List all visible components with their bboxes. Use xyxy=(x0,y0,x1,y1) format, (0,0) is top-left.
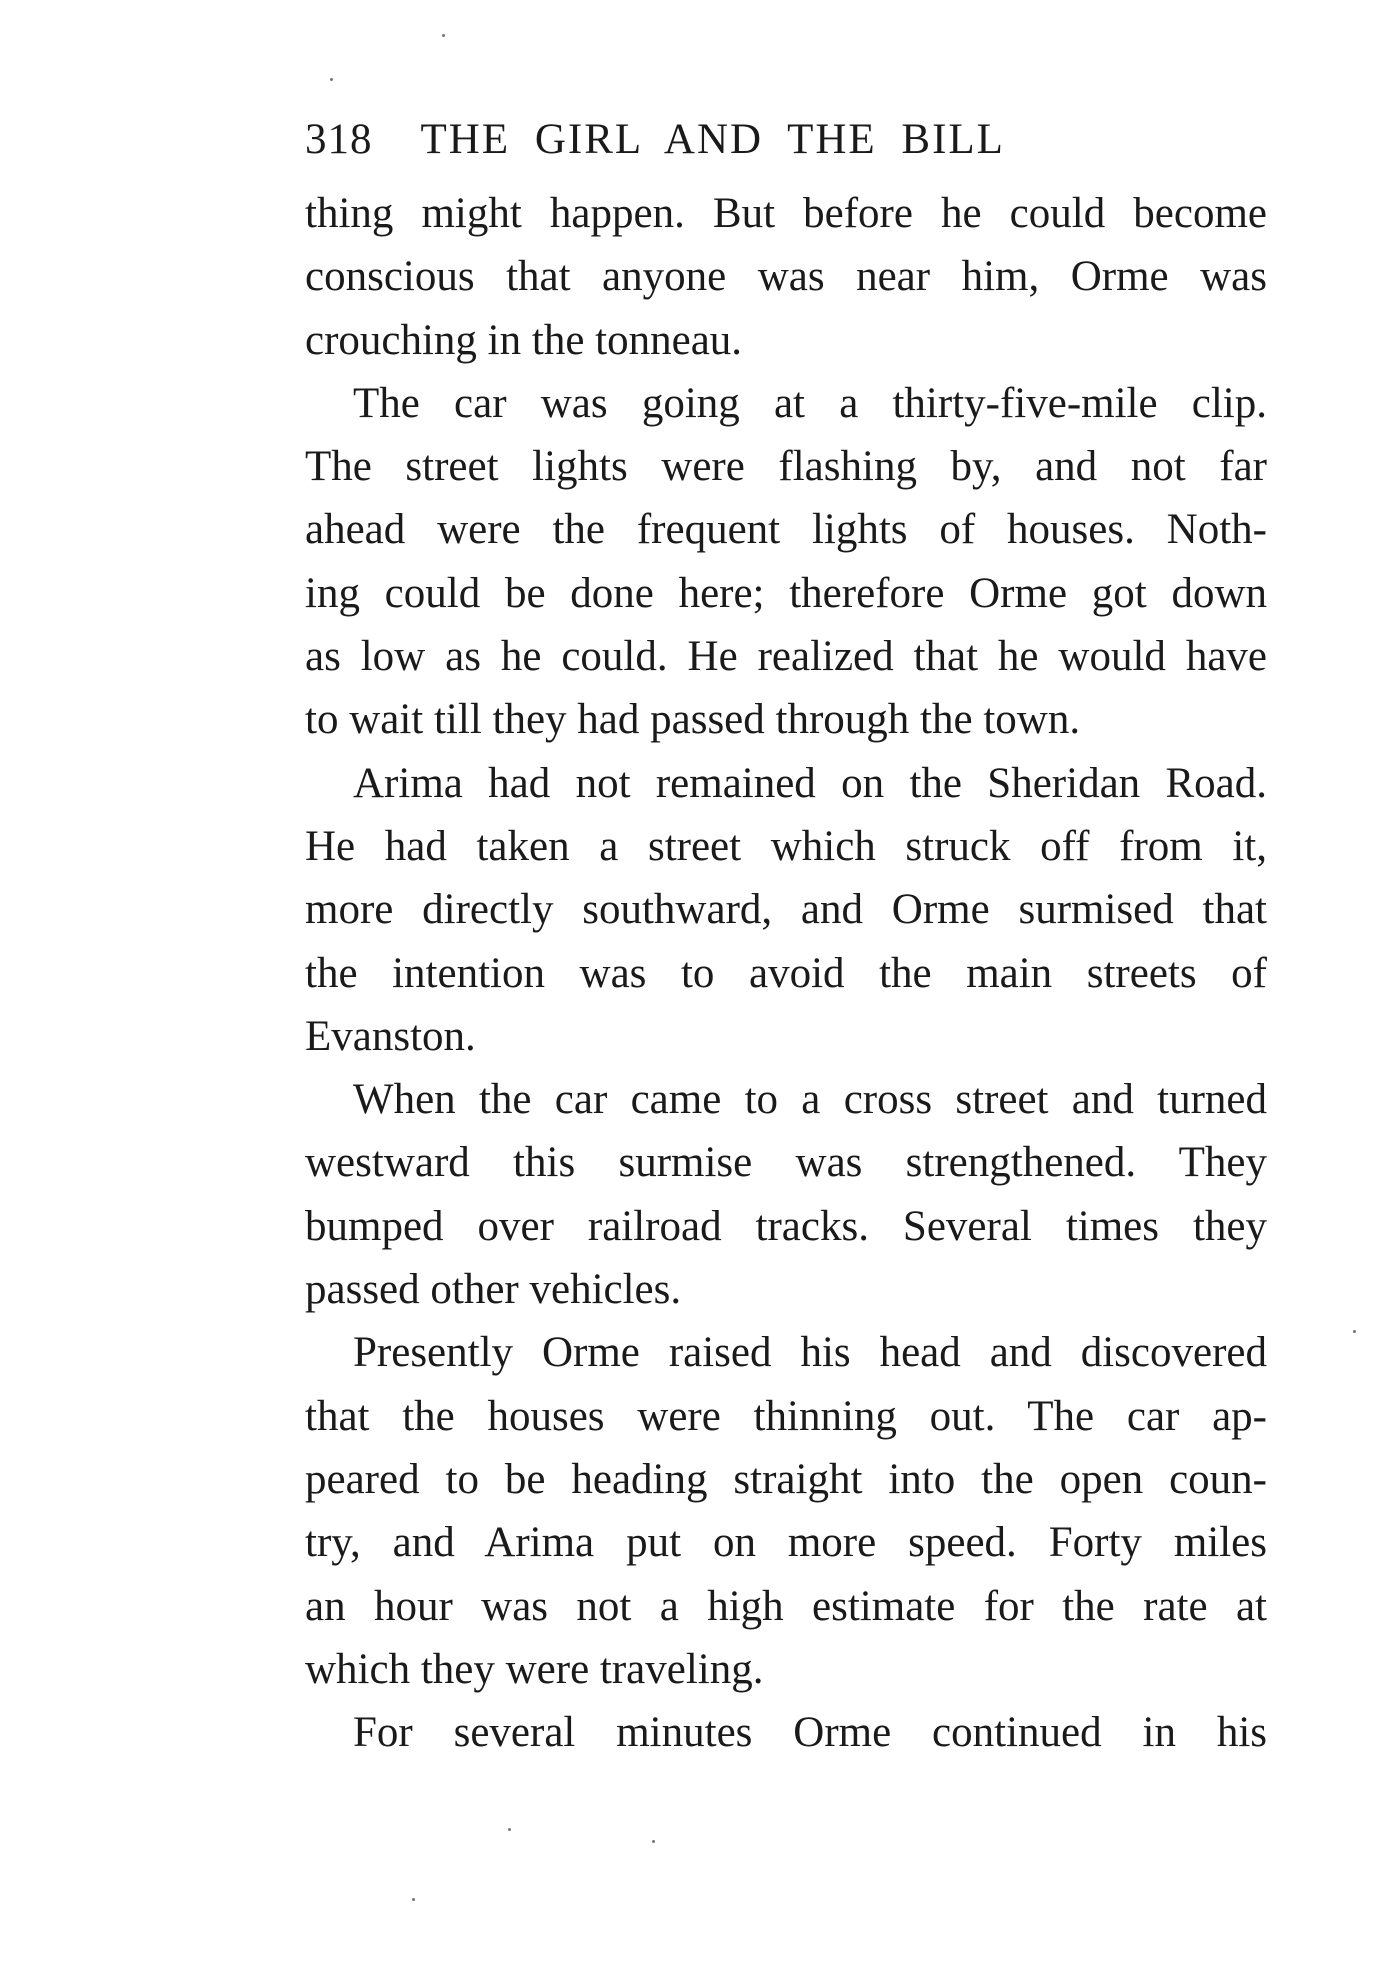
text-line: Evanston. xyxy=(305,1012,476,1060)
text-line: ing could be done here; therefore Orme got down xyxy=(305,569,1267,617)
page-number: 318 xyxy=(305,116,373,163)
text-line: which they were traveling. xyxy=(305,1645,764,1693)
text-line: ahead were the frequent lights of houses. Noth- xyxy=(305,506,1267,554)
text-line: For several minutes Orme continued in his xyxy=(353,1709,1267,1757)
text-line: The car was going at a thirty-five-mile clip. xyxy=(353,379,1267,427)
text-line: The street lights were flashing by, and not far xyxy=(305,443,1267,491)
text-line: westward this surmise was strengthened. They xyxy=(305,1139,1267,1187)
paragraph xyxy=(305,182,1267,372)
print-speck xyxy=(412,1898,415,1901)
print-speck xyxy=(442,34,445,37)
print-speck xyxy=(508,1828,511,1831)
text-line: that the houses were thinning out. The car ap- xyxy=(305,1392,1267,1440)
text-line: passed other vehicles. xyxy=(305,1266,682,1314)
paragraph xyxy=(305,752,1267,1068)
text-line: try, and Arima put on more speed. Forty miles xyxy=(305,1519,1267,1567)
paragraph xyxy=(305,372,1267,752)
paragraph xyxy=(305,1068,1267,1321)
print-speck xyxy=(330,78,333,81)
text-line: more directly southward, and Orme surmised that xyxy=(305,886,1267,934)
text-line: When the car came to a cross street and turned xyxy=(353,1076,1267,1124)
text-line: the intention was to avoid the main streets of xyxy=(305,949,1267,997)
body-text xyxy=(305,182,1267,1764)
text-line: crouching in the tonneau. xyxy=(305,316,743,364)
text-line: conscious that anyone was near him, Orme was xyxy=(305,253,1267,301)
print-speck xyxy=(652,1840,655,1843)
text-line: peared to be heading straight into the open coun- xyxy=(305,1455,1267,1503)
paragraph xyxy=(305,1701,1267,1764)
running-head xyxy=(305,108,1135,172)
text-line: thing might happen. But before he could become xyxy=(305,190,1267,237)
text-line: an hour was not a high estimate for the rate at xyxy=(305,1582,1267,1630)
text-line: Arima had not remained on the Sheridan Road. xyxy=(353,759,1267,807)
text-line: bumped over railroad tracks. Several times they xyxy=(305,1202,1267,1250)
text-line: as low as he could. He realized that he would have xyxy=(305,633,1267,681)
running-title: THE GIRL AND THE BILL xyxy=(420,116,1005,163)
text-line: He had taken a street which struck off from it, xyxy=(305,822,1267,870)
print-speck xyxy=(1353,1330,1356,1333)
text-line: to wait till they had passed through the town. xyxy=(305,696,1081,744)
paragraph xyxy=(305,1321,1267,1701)
text-line: Presently Orme raised his head and discovered xyxy=(353,1329,1267,1377)
